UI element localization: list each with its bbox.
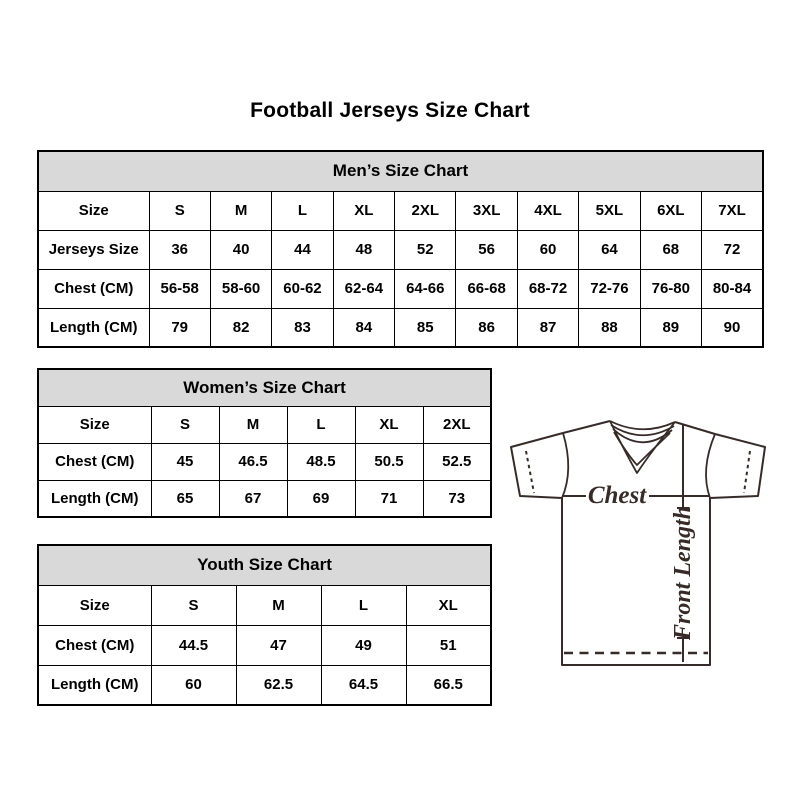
table-cell: 64.5 — [321, 665, 406, 705]
table-cell: 89 — [640, 308, 701, 347]
table-cell: 36 — [149, 230, 210, 269]
table-title-row — [38, 151, 763, 191]
table-cell: 51 — [406, 625, 491, 665]
table-cell: 52 — [395, 230, 456, 269]
table-cell: 45 — [151, 443, 219, 480]
column-header: S — [151, 585, 236, 625]
table-cell: 67 — [219, 480, 287, 517]
column-header-row — [38, 585, 491, 625]
table-cell: 84 — [333, 308, 394, 347]
row-label: Chest (CM) — [38, 625, 151, 665]
column-header: XL — [333, 191, 394, 230]
womens-size-table — [37, 368, 492, 518]
table-cell: 48.5 — [287, 443, 355, 480]
column-header: M — [219, 406, 287, 443]
table-cell: 64-66 — [395, 269, 456, 308]
mens-size-table — [37, 150, 764, 348]
column-header: XL — [406, 585, 491, 625]
table-cell: 62.5 — [236, 665, 321, 705]
column-header: XL — [355, 406, 423, 443]
row-label: Length (CM) — [38, 665, 151, 705]
table-cell: 52.5 — [423, 443, 491, 480]
jersey-collar-arc-1 — [610, 421, 675, 429]
table-cell: 76-80 — [640, 269, 701, 308]
table-cell: 86 — [456, 308, 517, 347]
table-cell: 44 — [272, 230, 333, 269]
table-cell: 58-60 — [210, 269, 271, 308]
row-label: Jerseys Size — [38, 230, 149, 269]
table-title-row — [38, 545, 491, 585]
table-cell: 40 — [210, 230, 271, 269]
table-title: Youth Size Chart — [38, 545, 491, 585]
column-header: 6XL — [640, 191, 701, 230]
row-label-header: Size — [38, 406, 151, 443]
table-cell: 62-64 — [333, 269, 394, 308]
table-cell: 48 — [333, 230, 394, 269]
column-header: M — [210, 191, 271, 230]
column-header: M — [236, 585, 321, 625]
youth-size-table — [37, 544, 492, 706]
table-cell: 44.5 — [151, 625, 236, 665]
table-row — [38, 480, 491, 517]
table-cell: 66-68 — [456, 269, 517, 308]
table-cell: 88 — [579, 308, 640, 347]
column-header: 3XL — [456, 191, 517, 230]
page-title: Football Jerseys Size Chart — [250, 99, 530, 122]
table-cell: 60-62 — [272, 269, 333, 308]
column-header: L — [272, 191, 333, 230]
table-cell: 60 — [517, 230, 578, 269]
table-cell: 46.5 — [219, 443, 287, 480]
row-label-header: Size — [38, 191, 149, 230]
chest-label: Chest — [587, 482, 647, 509]
table-cell: 80-84 — [702, 269, 763, 308]
table-cell: 49 — [321, 625, 406, 665]
table-cell: 50.5 — [355, 443, 423, 480]
table-cell: 71 — [355, 480, 423, 517]
row-label: Length (CM) — [38, 308, 149, 347]
table-cell: 90 — [702, 308, 763, 347]
jersey-right-armhole-seam — [706, 434, 715, 498]
row-label: Length (CM) — [38, 480, 151, 517]
jersey-right-cuff-stitch — [744, 451, 750, 493]
table-cell: 73 — [423, 480, 491, 517]
column-header: L — [321, 585, 406, 625]
jersey-left-cuff-stitch — [526, 451, 534, 493]
table-cell: 47 — [236, 625, 321, 665]
column-header: 7XL — [702, 191, 763, 230]
table-row — [38, 269, 763, 308]
table-cell: 87 — [517, 308, 578, 347]
table-cell: 56 — [456, 230, 517, 269]
row-label-header: Size — [38, 585, 151, 625]
table-cell: 69 — [287, 480, 355, 517]
table-cell: 56-58 — [149, 269, 210, 308]
jersey-outline-icon — [511, 421, 765, 665]
table-cell: 60 — [151, 665, 236, 705]
table-title: Women’s Size Chart — [38, 369, 491, 406]
table-cell: 82 — [210, 308, 271, 347]
table-row — [38, 230, 763, 269]
row-label: Chest (CM) — [38, 269, 149, 308]
table-cell: 72-76 — [579, 269, 640, 308]
table-row — [38, 625, 491, 665]
jersey-left-armhole-seam — [562, 433, 568, 498]
column-header: 4XL — [517, 191, 578, 230]
column-header-row — [38, 406, 491, 443]
table-cell: 85 — [395, 308, 456, 347]
table-row — [38, 443, 491, 480]
table-cell: 72 — [702, 230, 763, 269]
table-cell: 64 — [579, 230, 640, 269]
table-title-row — [38, 369, 491, 406]
table-cell: 68 — [640, 230, 701, 269]
table-row — [38, 308, 763, 347]
table-cell: 83 — [272, 308, 333, 347]
jersey-measurement-diagram — [500, 408, 770, 670]
column-header: 2XL — [423, 406, 491, 443]
table-cell: 79 — [149, 308, 210, 347]
row-label: Chest (CM) — [38, 443, 151, 480]
column-header-row — [38, 191, 763, 230]
table-cell: 68-72 — [517, 269, 578, 308]
column-header: 5XL — [579, 191, 640, 230]
column-header: S — [151, 406, 219, 443]
table-cell: 66.5 — [406, 665, 491, 705]
column-header: L — [287, 406, 355, 443]
table-row — [38, 665, 491, 705]
column-header: S — [149, 191, 210, 230]
front-length-label: Front Length — [670, 505, 696, 641]
table-title: Men’s Size Chart — [38, 151, 763, 191]
table-cell: 65 — [151, 480, 219, 517]
column-header: 2XL — [395, 191, 456, 230]
